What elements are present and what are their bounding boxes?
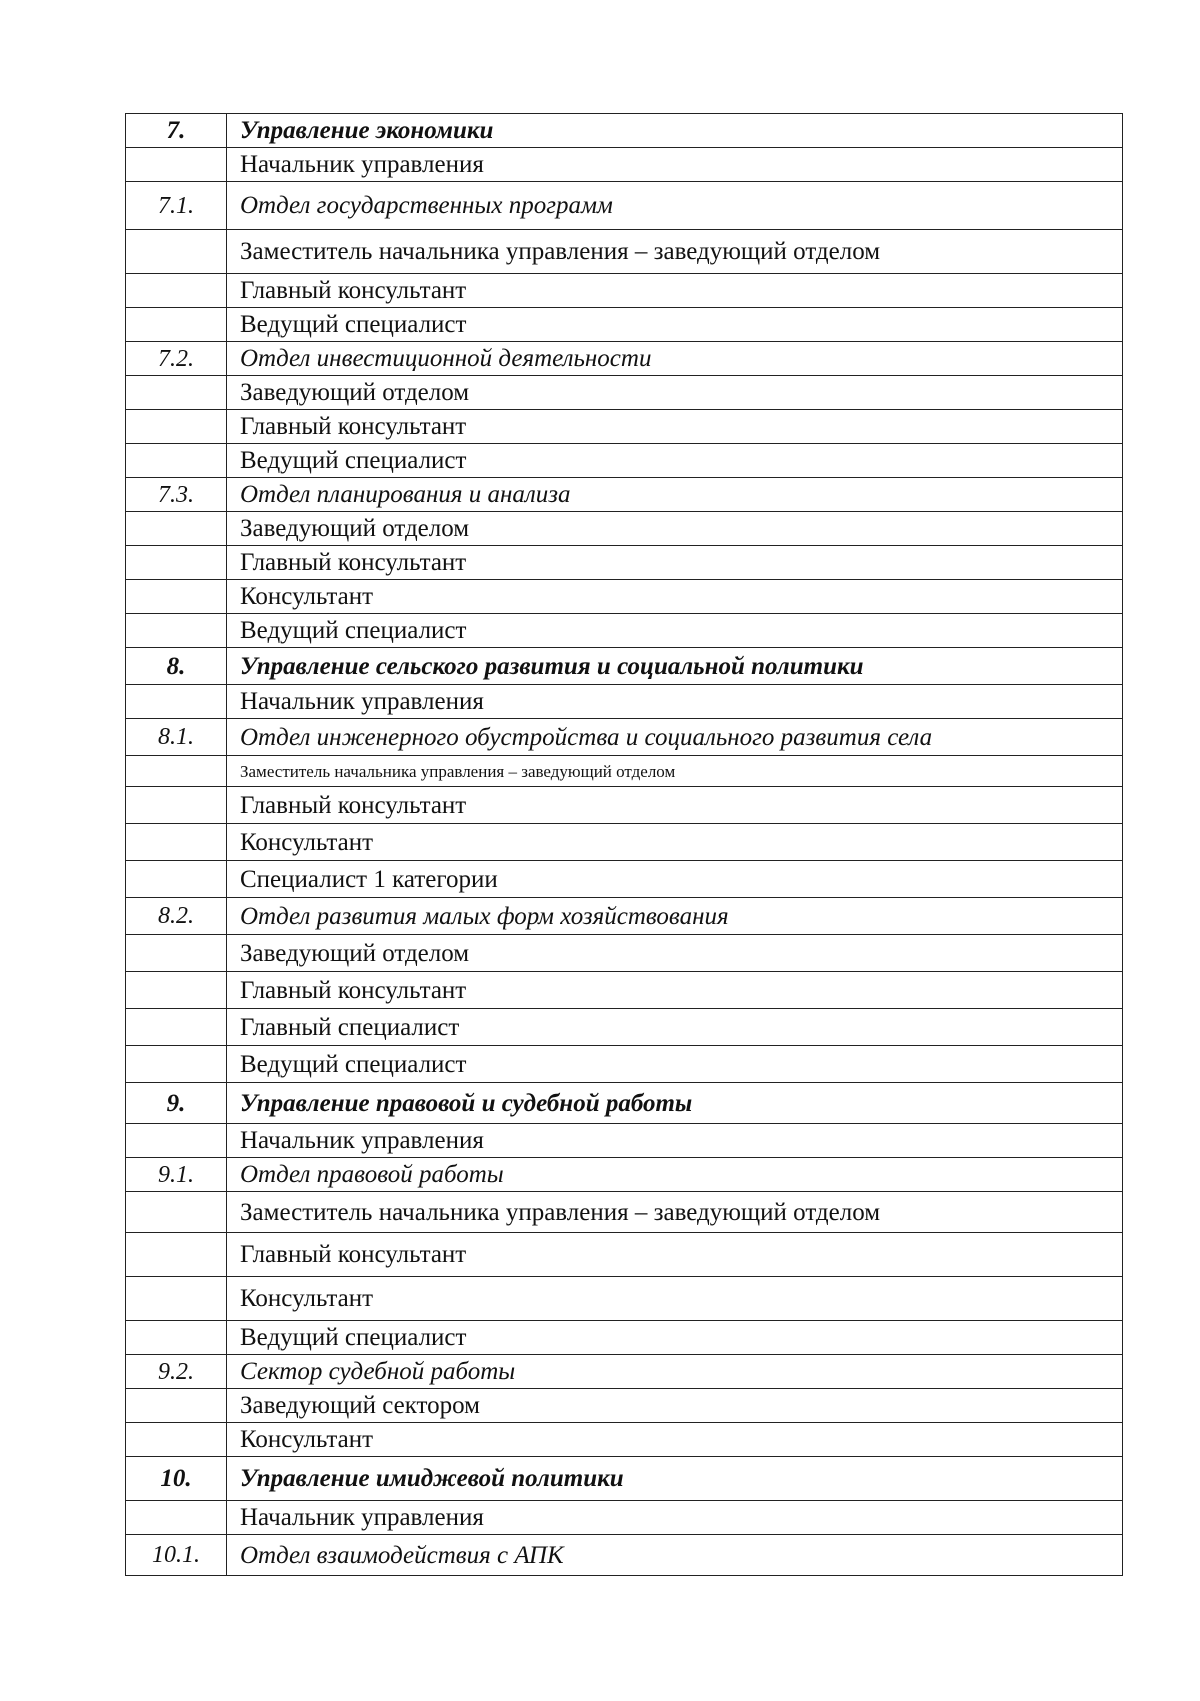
row-number: 7.3. bbox=[126, 478, 227, 512]
row-number bbox=[126, 1277, 227, 1321]
subdivision-title: Сектор судебной работы bbox=[227, 1355, 1123, 1389]
position-title: Начальник управления bbox=[227, 148, 1123, 182]
position-title: Ведущий специалист bbox=[227, 614, 1123, 648]
position-title: Ведущий специалист bbox=[227, 1046, 1123, 1083]
position-title: Главный консультант bbox=[227, 787, 1123, 824]
position-title: Главный консультант bbox=[227, 410, 1123, 444]
position-row bbox=[126, 935, 1123, 972]
position-title: Заведующий отделом bbox=[227, 512, 1123, 546]
position-row bbox=[126, 410, 1123, 444]
row-number: 9.2. bbox=[126, 1355, 227, 1389]
position-title: Заместитель начальника управления – заведующий отделом bbox=[227, 1192, 1123, 1233]
row-number bbox=[126, 1501, 227, 1535]
department-row bbox=[126, 1457, 1123, 1501]
row-number bbox=[126, 1423, 227, 1457]
position-title: Заведующий отделом bbox=[227, 935, 1123, 972]
row-number: 10. bbox=[126, 1457, 227, 1501]
row-number bbox=[126, 1389, 227, 1423]
position-row bbox=[126, 1233, 1123, 1277]
position-row bbox=[126, 1501, 1123, 1535]
row-number bbox=[126, 1233, 227, 1277]
row-number bbox=[126, 546, 227, 580]
position-title: Начальник управления bbox=[227, 685, 1123, 719]
position-title: Заведующий отделом bbox=[227, 376, 1123, 410]
row-number bbox=[126, 614, 227, 648]
position-row bbox=[126, 1192, 1123, 1233]
position-row bbox=[126, 376, 1123, 410]
row-number bbox=[126, 444, 227, 478]
position-row bbox=[126, 1321, 1123, 1355]
row-number: 7. bbox=[126, 114, 227, 148]
row-number: 7.2. bbox=[126, 342, 227, 376]
row-number bbox=[126, 580, 227, 614]
position-row bbox=[126, 824, 1123, 861]
position-row bbox=[126, 580, 1123, 614]
position-title: Консультант bbox=[227, 1277, 1123, 1321]
row-number: 8.1. bbox=[126, 719, 227, 756]
position-row bbox=[126, 787, 1123, 824]
position-row bbox=[126, 546, 1123, 580]
row-number bbox=[126, 230, 227, 274]
position-title: Главный консультант bbox=[227, 972, 1123, 1009]
subdivision-title: Отдел правовой работы bbox=[227, 1158, 1123, 1192]
position-row bbox=[126, 512, 1123, 546]
row-number bbox=[126, 274, 227, 308]
department-row bbox=[126, 114, 1123, 148]
position-title: Главный консультант bbox=[227, 1233, 1123, 1277]
position-row bbox=[126, 1009, 1123, 1046]
row-number: 9.1. bbox=[126, 1158, 227, 1192]
position-title: Заместитель начальника управления – заведующий отделом bbox=[227, 756, 1123, 787]
row-number: 8. bbox=[126, 648, 227, 685]
position-row bbox=[126, 685, 1123, 719]
row-number bbox=[126, 756, 227, 787]
row-number bbox=[126, 861, 227, 898]
subdivision-row bbox=[126, 898, 1123, 935]
row-number bbox=[126, 512, 227, 546]
position-row bbox=[126, 230, 1123, 274]
position-row bbox=[126, 756, 1123, 787]
department-row bbox=[126, 1083, 1123, 1124]
position-title: Главный специалист bbox=[227, 1009, 1123, 1046]
position-title: Главный консультант bbox=[227, 274, 1123, 308]
row-number: 10.1. bbox=[126, 1535, 227, 1576]
subdivision-title: Отдел государственных программ bbox=[227, 182, 1123, 230]
row-number bbox=[126, 1009, 227, 1046]
subdivision-row bbox=[126, 1535, 1123, 1576]
subdivision-title: Отдел взаимодействия с АПК bbox=[227, 1535, 1123, 1576]
position-title: Заместитель начальника управления – заведующий отделом bbox=[227, 230, 1123, 274]
position-row bbox=[126, 444, 1123, 478]
position-row bbox=[126, 1277, 1123, 1321]
row-number bbox=[126, 972, 227, 1009]
department-row bbox=[126, 648, 1123, 685]
position-row bbox=[126, 308, 1123, 342]
department-title: Управление экономики bbox=[227, 114, 1123, 148]
position-title: Начальник управления bbox=[227, 1124, 1123, 1158]
position-title: Специалист 1 категории bbox=[227, 861, 1123, 898]
subdivision-row bbox=[126, 182, 1123, 230]
row-number bbox=[126, 1192, 227, 1233]
position-row bbox=[126, 861, 1123, 898]
position-row bbox=[126, 148, 1123, 182]
subdivision-row bbox=[126, 478, 1123, 512]
position-title: Заведующий сектором bbox=[227, 1389, 1123, 1423]
position-title: Начальник управления bbox=[227, 1501, 1123, 1535]
row-number: 7.1. bbox=[126, 182, 227, 230]
position-title: Ведущий специалист bbox=[227, 308, 1123, 342]
row-number bbox=[126, 685, 227, 719]
row-number bbox=[126, 376, 227, 410]
subdivision-row bbox=[126, 1158, 1123, 1192]
subdivision-row bbox=[126, 719, 1123, 756]
row-number bbox=[126, 1124, 227, 1158]
position-title: Консультант bbox=[227, 824, 1123, 861]
position-title: Ведущий специалист bbox=[227, 1321, 1123, 1355]
row-number bbox=[126, 935, 227, 972]
department-title: Управление сельского развития и социальной политики bbox=[227, 648, 1123, 685]
row-number bbox=[126, 1321, 227, 1355]
position-row bbox=[126, 972, 1123, 1009]
subdivision-title: Отдел инженерного обустройства и социального развития села bbox=[227, 719, 1123, 756]
position-title: Консультант bbox=[227, 580, 1123, 614]
position-row bbox=[126, 1423, 1123, 1457]
row-number bbox=[126, 1046, 227, 1083]
staff-structure-table bbox=[125, 113, 1123, 1576]
row-number bbox=[126, 308, 227, 342]
subdivision-title: Отдел развития малых форм хозяйствования bbox=[227, 898, 1123, 935]
position-title: Ведущий специалист bbox=[227, 444, 1123, 478]
position-title: Главный консультант bbox=[227, 546, 1123, 580]
subdivision-title: Отдел планирования и анализа bbox=[227, 478, 1123, 512]
subdivision-row bbox=[126, 342, 1123, 376]
row-number bbox=[126, 410, 227, 444]
department-title: Управление имиджевой политики bbox=[227, 1457, 1123, 1501]
position-row bbox=[126, 1389, 1123, 1423]
position-title: Консультант bbox=[227, 1423, 1123, 1457]
position-row bbox=[126, 274, 1123, 308]
department-title: Управление правовой и судебной работы bbox=[227, 1083, 1123, 1124]
row-number bbox=[126, 148, 227, 182]
subdivision-row bbox=[126, 1355, 1123, 1389]
position-row bbox=[126, 614, 1123, 648]
row-number: 8.2. bbox=[126, 898, 227, 935]
subdivision-title: Отдел инвестиционной деятельности bbox=[227, 342, 1123, 376]
row-number: 9. bbox=[126, 1083, 227, 1124]
position-row bbox=[126, 1046, 1123, 1083]
row-number bbox=[126, 824, 227, 861]
position-row bbox=[126, 1124, 1123, 1158]
row-number bbox=[126, 787, 227, 824]
